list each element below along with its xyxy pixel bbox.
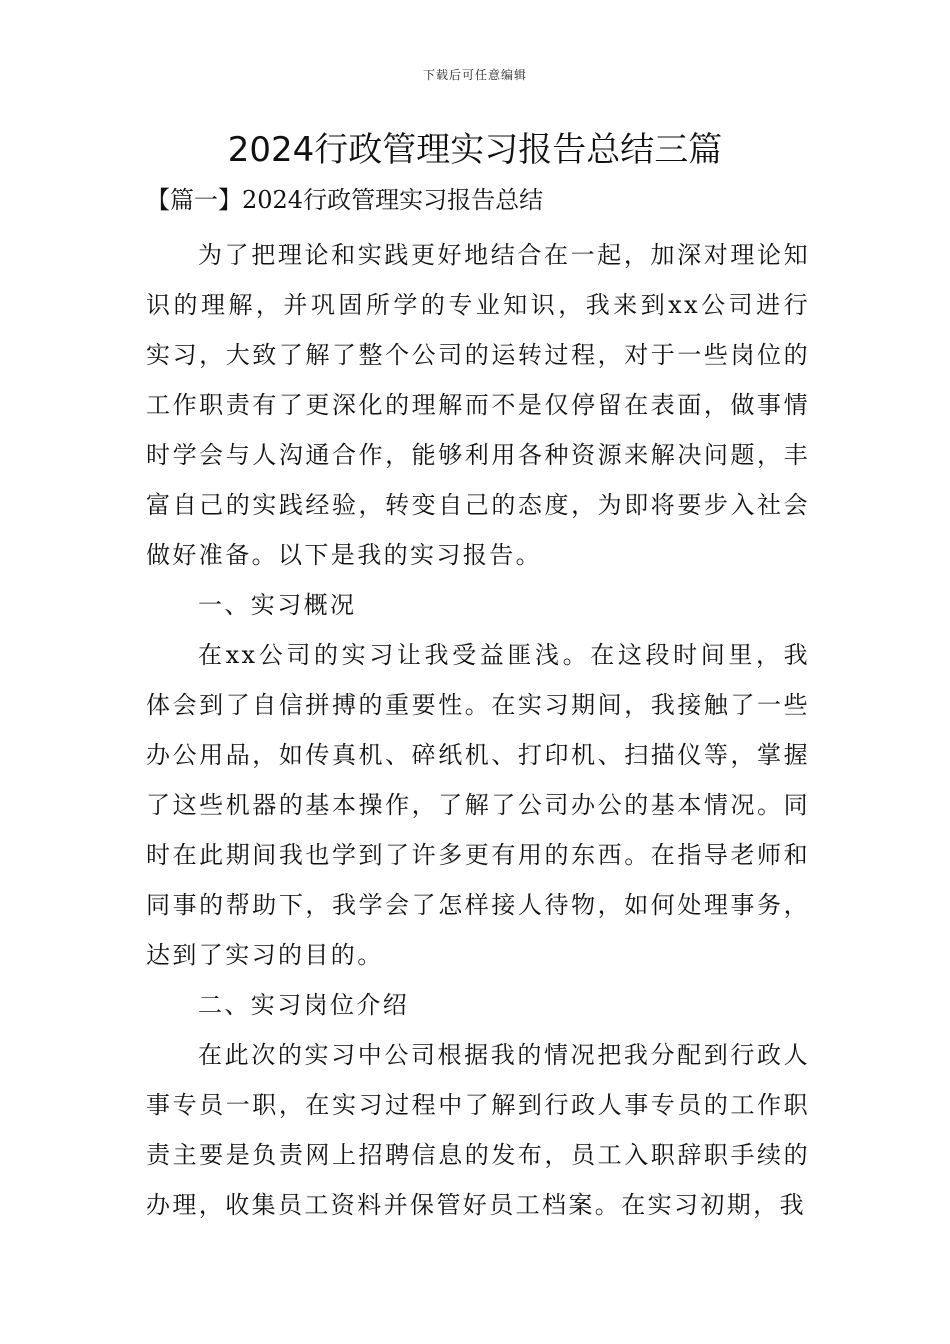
header-note: 下载后可任意编辑: [422, 68, 527, 82]
paragraph-intro: 为了把理论和实践更好地结合在一起，加深对理论知识的理解，并巩固所学的专业知识，我来到xx公司进行实习，大致了解了整个公司的运转过程，对于一些岗位的工作职责有了更深化的理解而不是仅停留在表面，做事情时学会与人沟通合作，能够利用各种资源来解决问题，丰富自己的实践经验，转变自己的态度，为即将要步入社会做好准备。以下是我的实习报告。: [146, 241, 810, 569]
document-title: 2024行政管理实习报告总结三篇: [227, 130, 723, 170]
subheading-position: 二、实习岗位介绍: [198, 991, 410, 1019]
subheading-overview: 一、实习概况: [198, 591, 357, 619]
paragraph-overview: 在xx公司的实习让我受益匪浅。在这段时间里，我体会到了自信拼搏的重要性。在实习期间，我接触了一些办公用品，如传真机、碎纸机、打印机、扫描仪等，掌握了这些机器的基本操作，了解了公司办公的基本情况。同时在此期间我也学到了许多更有用的东西。在指导老师和同事的帮助下，我学会了怎样接人待物，如何处理事务，达到了实习的目的。: [146, 641, 810, 969]
document-body: [146, 230, 810, 1230]
paragraph-position: 在此次的实习中公司根据我的情况把我分配到行政人事专员一职，在实习过程中了解到行政人事专员的工作职责主要是负责网上招聘信息的发布，员工入职辞职手续的办理，收集员工资料并保管好员工档案。在实习初期，我: [146, 1041, 810, 1219]
section-heading: 【篇一】2024行政管理实习报告总结: [146, 186, 544, 214]
